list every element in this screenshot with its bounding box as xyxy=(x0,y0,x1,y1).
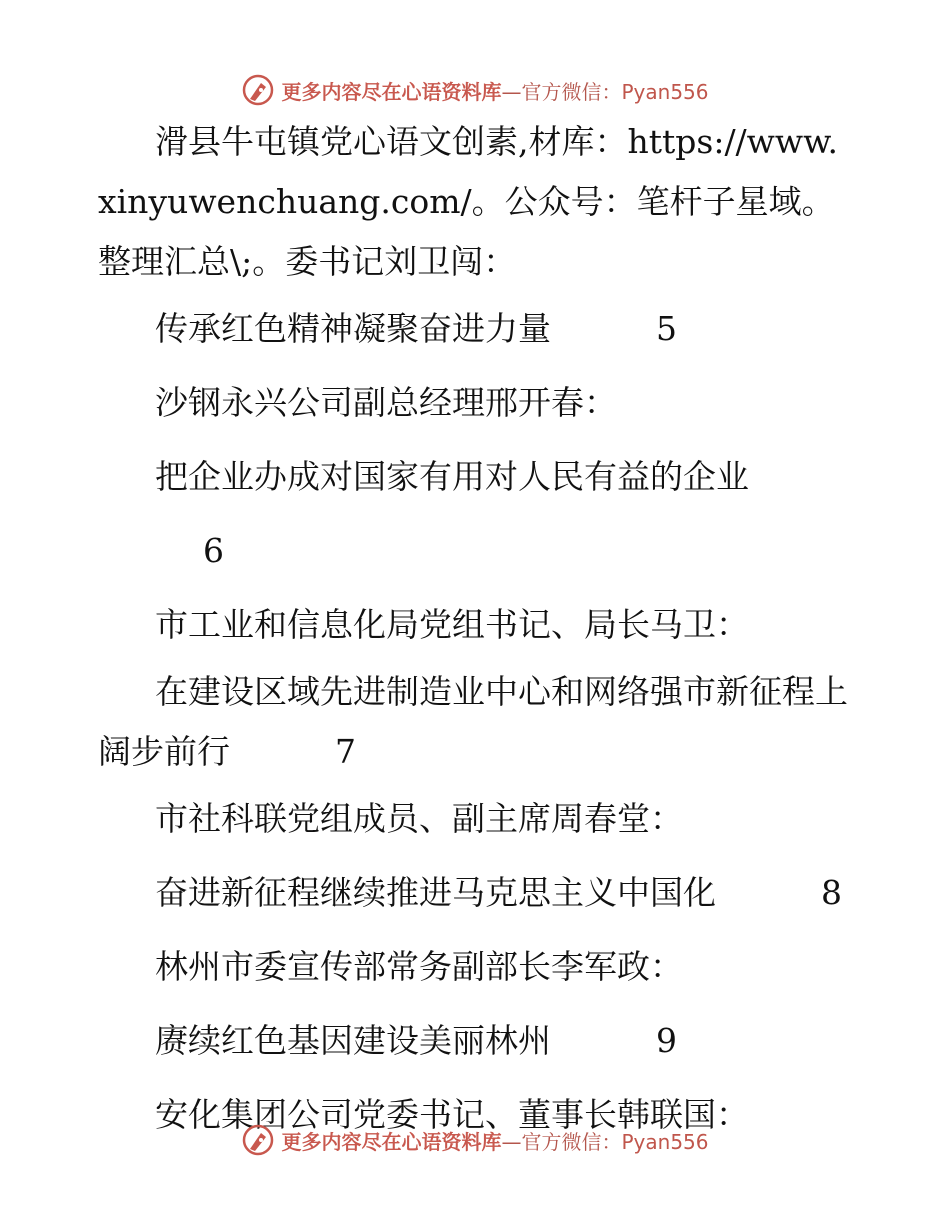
banner-wechat-id: Pyan556 xyxy=(621,79,709,104)
toc-entry xyxy=(98,1004,850,1078)
banner-text xyxy=(281,1126,708,1155)
footer-banner xyxy=(0,1120,950,1160)
pen-nib-logo-icon xyxy=(241,1123,275,1157)
toc-author: 林州市委宣传部常务副部长李军政： xyxy=(155,947,683,986)
toc-author: 安化集团公司党委书记、董事长韩联国： xyxy=(155,1095,749,1134)
toc-page-number: 6 xyxy=(203,531,224,570)
toc-author: 沙钢永兴公司副总经理邢开春： xyxy=(155,383,617,422)
toc-entry xyxy=(98,440,850,588)
toc-page-number: 9 xyxy=(656,1021,677,1060)
toc-page-number: 5 xyxy=(656,309,677,348)
toc-entry xyxy=(98,856,850,930)
banner-headline: 更多内容尽在心语资料库 xyxy=(281,1129,502,1154)
banner-official-label: 官方微信： xyxy=(521,79,622,104)
banner-dash: — xyxy=(501,1129,522,1154)
banner-dash: — xyxy=(501,79,522,104)
toc-title: 奋进新征程继续推进马克思主义中国化 xyxy=(155,873,716,912)
document-body xyxy=(98,112,850,1152)
intro-paragraph: 滑县牛屯镇党心语文创素,材库：https://www.xinyuwenchuang.com/。公众号：笔杆子星域。整理汇总\;。委书记刘卫闯： xyxy=(98,122,838,281)
toc-title: 传承红色精神凝聚奋进力量 xyxy=(155,309,551,348)
toc-title: 把企业办成对国家有用对人民有益的企业 xyxy=(155,457,749,496)
banner-official-label: 官方微信： xyxy=(521,1129,622,1154)
toc-page-number: 7 xyxy=(335,732,356,771)
toc-title: 在建设区域先进制造业中心和网络强市新征程上阔步前行 xyxy=(98,672,848,771)
toc-entry xyxy=(98,292,850,366)
toc-title: 赓续红色基因建设美丽林州 xyxy=(155,1021,551,1060)
header-banner xyxy=(0,70,950,110)
toc-entry xyxy=(98,662,850,782)
toc-page-number: 8 xyxy=(821,873,842,912)
banner-headline: 更多内容尽在心语资料库 xyxy=(281,79,502,104)
toc-author: 市工业和信息化局党组书记、局长马卫： xyxy=(155,605,749,644)
pen-nib-logo-icon xyxy=(241,73,275,107)
banner-text xyxy=(281,76,708,105)
toc-author: 市社科联党组成员、副主席周春堂： xyxy=(155,799,683,838)
banner-wechat-id: Pyan556 xyxy=(621,1129,709,1154)
